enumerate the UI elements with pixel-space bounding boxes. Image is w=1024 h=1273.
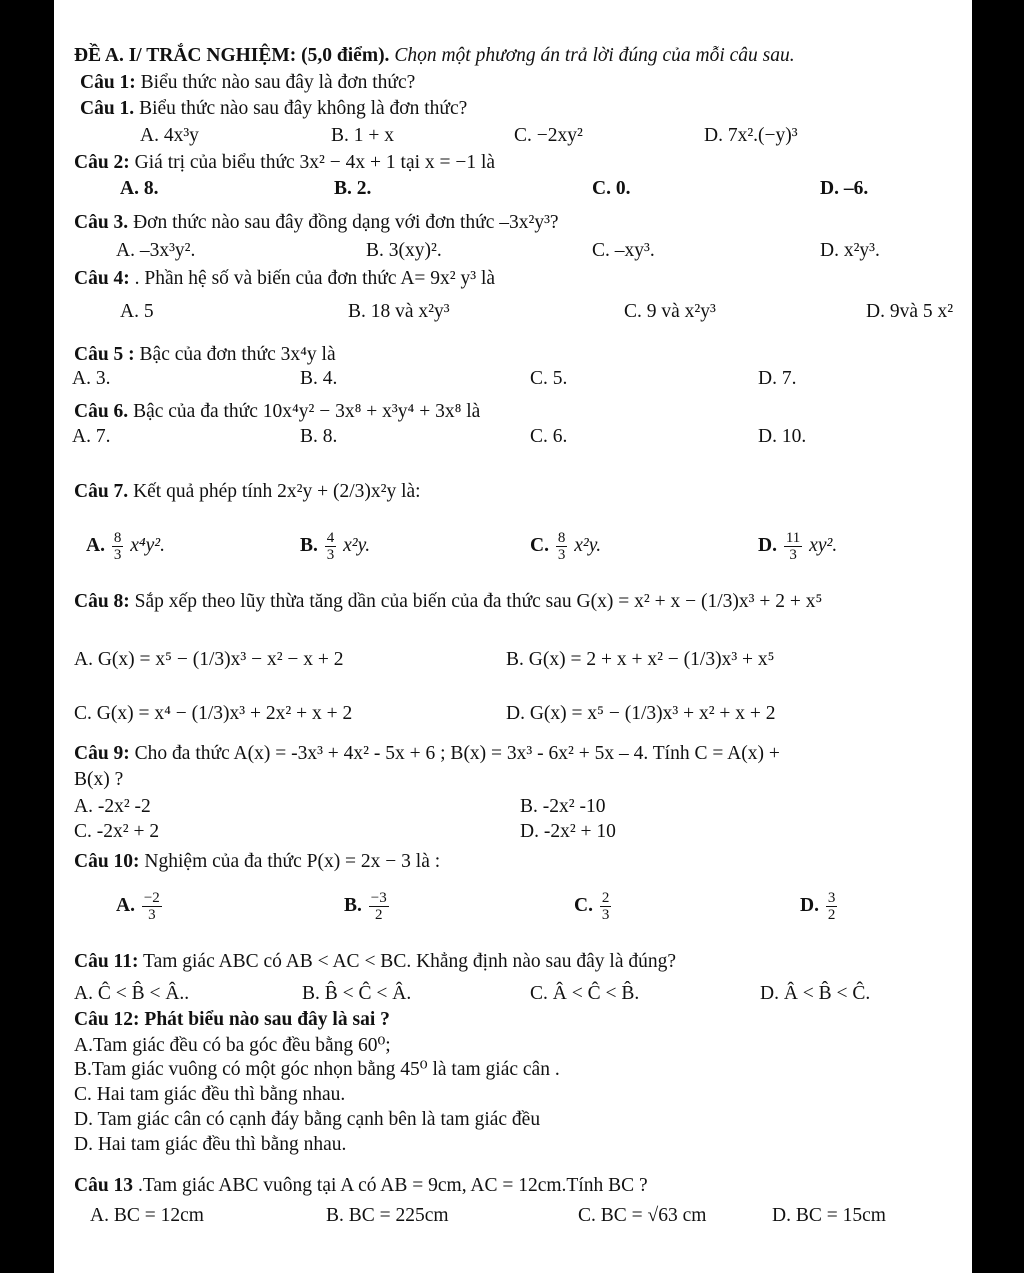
option-expression: x²y. [343,534,371,556]
question-number: Câu 12: Phát biểu nào sau đây là sai ? [74,1009,390,1030]
question-text: Bậc của đơn thức 3x⁴y là [139,344,336,365]
option-d[interactable]: D. 9và 5 x² [866,301,954,322]
denominator: 3 [326,547,335,563]
denominator: 3 [557,547,566,563]
fraction [556,530,568,563]
question-1a [80,71,966,95]
answers-3 [54,239,972,263]
question-3 [74,211,966,235]
denominator: 3 [601,907,610,923]
option-b[interactable]: B. 1 + x [331,125,395,146]
option-d[interactable] [758,530,837,563]
option-label: C. [530,534,549,556]
question-text: .Tam giác ABC vuông tại A có AB = 9cm, AC = 12cm.Tính BC ? [137,1175,648,1196]
option-b[interactable]: B.Tam giác vuông có một góc nhọn bằng 45⁰ là tam giác cân . [74,1059,560,1080]
option-c[interactable]: C. G(x) = x⁴ − (1/3)x³ + 2x² + x + 2 [74,703,353,724]
answers-6 [54,425,972,449]
answers-11 [54,982,972,1006]
option-d-duplicate[interactable]: D. Hai tam giác đều thì bằng nhau. [74,1134,347,1155]
fraction [142,890,162,923]
option-b[interactable]: B. -2x² -10 [520,796,606,817]
option-a[interactable]: A.Tam giác đều có ba góc đều bằng 60⁰; [74,1035,391,1056]
option-b[interactable]: B. 18 và x²y³ [348,301,450,322]
question-11 [74,950,966,974]
question-number: Câu 4: [74,268,130,289]
option-a[interactable]: A. BC = 12cm [90,1205,204,1226]
question-text: Biểu thức nào sau đây không là đơn thức? [139,98,468,119]
option-c[interactable]: C. 9 và x²y³ [624,301,716,322]
option-b[interactable]: B. BC = 225cm [326,1205,449,1226]
question-2 [74,151,966,175]
fraction [325,530,337,563]
option-b[interactable]: B. 8. [300,426,338,447]
answers-8-cd [54,702,972,726]
option-a[interactable]: A. G(x) = x⁵ − (1/3)x³ − x² − x + 2 [74,649,344,670]
question-text: Đơn thức nào sau đây đồng dạng với đơn thức –3x²y³? [133,212,559,233]
option-c[interactable] [530,530,601,563]
answers-9-ab [54,795,972,819]
option-c[interactable]: C. 0. [592,178,631,199]
question-number: Câu 1. [80,98,135,119]
option-d[interactable]: D. 7x².(−y)³ [704,125,798,146]
option-expression: x²y. [574,534,602,556]
question-1 [80,97,966,121]
question-number: Câu 13 [74,1175,134,1196]
option-c[interactable]: C. 6. [530,426,568,447]
option-a[interactable]: A. 5 [120,301,154,322]
option-a[interactable]: A. –3x³y². [116,240,196,261]
option-d[interactable]: D. –6. [820,178,869,199]
option-label: A. [86,534,105,556]
answers-10 [54,890,972,930]
question-text: B(x) ? [74,769,124,790]
option-b[interactable]: B. G(x) = 2 + x + x² − (1/3)x³ + x⁵ [506,649,775,670]
question-12 [74,1008,966,1032]
question-8 [74,590,966,614]
option-expression: x⁴y². [130,534,166,556]
fraction [784,530,802,563]
option-d[interactable]: D. x²y³. [820,240,880,261]
option-d[interactable] [800,890,839,923]
fraction [369,890,389,923]
option-label: D. [758,534,777,556]
option-b[interactable]: B. 2. [334,178,372,199]
fraction [112,530,124,563]
question-number: Câu 2: [74,152,130,173]
question-text: Nghiệm của đa thức P(x) = 2x − 3 là : [144,851,441,872]
question-text: Bậc của đa thức 10x⁴y² − 3x⁸ + x³y⁴ + 3x⁸ là [133,401,481,422]
question-number: Câu 1: [80,72,136,93]
answers-4 [54,300,972,324]
question-number: Câu 5 : [74,344,135,365]
option-c[interactable]: C. −2xy² [514,125,583,146]
numerator: 2 [601,890,610,906]
option-expression: xy². [809,534,838,556]
denominator: 3 [789,547,797,563]
question-5 [74,343,966,367]
question-text: Kết quả phép tính 2x²y + (2/3)x²y là: [133,481,421,502]
denominator: 2 [375,907,383,923]
option-c[interactable]: C. 5. [530,368,568,389]
option-b[interactable] [300,530,370,563]
option-d[interactable]: D. 10. [758,426,807,447]
option-label: A. [116,894,135,916]
exam-header [74,44,966,68]
option-a[interactable]: A. 3. [72,368,111,389]
fraction [826,890,838,923]
answers-9-cd [54,820,972,844]
option-a[interactable]: A. Ĉ < B̂ < Â.. [74,983,190,1004]
exam-page [54,0,972,1273]
option-a[interactable]: A. 7. [72,426,111,447]
numerator: −3 [370,890,387,906]
question-6 [74,400,966,424]
option-label: B. [300,534,318,556]
option-label: B. [344,894,362,916]
question-text: Giá trị của biểu thức 3x² − 4x + 1 tại x = −1 là [134,152,496,173]
option-c[interactable]: C. -2x² + 2 [74,821,160,842]
question-4 [74,267,966,291]
denominator: 2 [827,907,836,923]
numerator: 4 [326,530,335,546]
numerator: −2 [143,890,160,906]
option-c[interactable]: C. Â < Ĉ < B̂. [530,983,640,1004]
question-text: . Phần hệ số và biến của đơn thức A= 9x² y³ là [134,268,496,289]
question-text: Sắp xếp theo lũy thừa tăng dần của biến của đa thức sau G(x) = x² + x − (1/3)x³ + 2 + x⁵ [134,591,823,612]
option-c[interactable]: C. –xy³. [592,240,655,261]
question-number: Câu 11: [74,951,139,972]
option-a[interactable]: A. -2x² -2 [74,796,151,817]
answers-7 [54,530,972,566]
option-b[interactable]: B. 4. [300,368,338,389]
option-label: C. [574,894,593,916]
question-number: Câu 8: [74,591,130,612]
question-number: Câu 10: [74,851,140,872]
answers-1 [54,124,972,148]
question-9 [74,742,966,766]
question-number: Câu 6. [74,401,129,422]
question-7 [74,480,966,504]
fraction [600,890,612,923]
option-a[interactable]: A. 4x³y [140,125,199,146]
option-label: D. [800,894,819,916]
question-number: Câu 9: [74,743,130,764]
question-number: Câu 3. [74,212,129,233]
option-d[interactable]: D. G(x) = x⁵ − (1/3)x³ + x² + x + 2 [506,703,776,724]
question-text: Biểu thức nào sau đây là đơn thức? [140,72,416,93]
numerator: 8 [113,530,122,546]
option-d[interactable]: D. 7. [758,368,797,389]
question-number: Câu 7. [74,481,129,502]
option-d[interactable]: D. Â < B̂ < Ĉ. [760,983,871,1004]
option-a[interactable]: A. 8. [120,178,159,199]
answers-5 [54,367,972,391]
question-text: Tam giác ABC có AB < AC < BC. Khẳng định nào sau đây là đúng? [143,951,677,972]
question-10 [74,850,966,874]
question-13 [74,1174,966,1198]
numerator: 8 [557,530,566,546]
denominator: 3 [148,907,156,923]
answers-8-ab [54,648,972,672]
numerator: 11 [785,530,801,546]
denominator: 3 [113,547,122,563]
answers-2 [54,177,972,201]
question-9-continued [74,768,966,792]
option-c[interactable]: C. Hai tam giác đều thì bằng nhau. [74,1084,346,1105]
answers-13 [54,1204,972,1228]
option-a[interactable] [86,530,165,563]
option-c[interactable] [574,890,613,923]
option-a[interactable] [116,890,164,923]
option-b[interactable] [344,890,391,923]
option-b[interactable]: B. 3(xy)². [366,240,442,261]
header-part: ĐỀ A. I/ TRẮC NGHIỆM: (5,0 điểm). [74,45,390,66]
option-c[interactable]: C. BC = √63 cm [578,1205,707,1226]
header-instruction: Chọn một phương án trả lời đúng của mỗi câu sau. [394,45,795,66]
option-b[interactable]: B. B̂ < Ĉ < Â. [302,983,412,1004]
numerator: 3 [827,890,836,906]
option-d[interactable]: D. Tam giác cân có cạnh đáy bằng cạnh bên là tam giác đều [74,1109,541,1130]
option-d[interactable]: D. -2x² + 10 [520,821,616,842]
option-d[interactable]: D. BC = 15cm [772,1205,886,1226]
question-text: Cho đa thức A(x) = -3x³ + 4x² - 5x + 6 ; B(x) = 3x³ - 6x² + 5x – 4. Tính C = A(x) + [134,743,780,764]
